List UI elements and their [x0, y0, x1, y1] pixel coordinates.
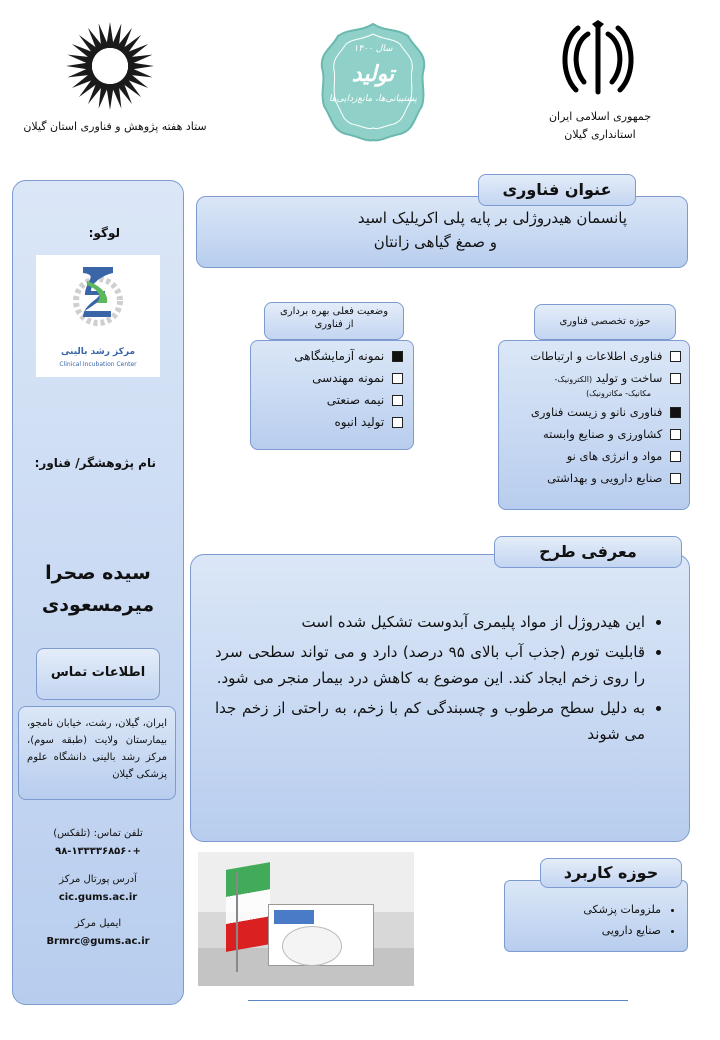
- application-title-tab: [540, 858, 682, 888]
- domain-list: [499, 341, 689, 493]
- tech-title-line1: پانسمان هیدروژلی بر پایه پلی اکریلیک اسید: [357, 209, 627, 227]
- tech-title-tab: [478, 174, 636, 206]
- status-label-line1: وضعیت فعلی بهره برداری: [279, 306, 389, 317]
- intro-bullet: • به دلیل سطح مرطوب و چسبندگی کم با زخم، به راحتی از زخم جدا می شوند: [215, 695, 645, 747]
- product-photo: [198, 852, 414, 986]
- domain-box: [498, 340, 690, 510]
- domain-item: فناوری اطلاعات و ارتباطات: [499, 349, 681, 371]
- application-list: [505, 901, 687, 939]
- domain-item: کشاورزی و صنایع وابسته: [499, 427, 681, 449]
- domain-checkbox-materials-energy[interactable]: [670, 451, 681, 462]
- application-item: • ملزومات پزشکی: [505, 901, 661, 918]
- status-label-box: [264, 302, 404, 340]
- portal-link[interactable]: cic.gums.ac.ir: [58, 892, 138, 903]
- iran-emblem: [558, 20, 638, 100]
- status-item: نمونه آزمایشگاهی: [251, 349, 403, 371]
- status-label-line2: از فناوری: [314, 319, 354, 330]
- contact-title: اطلاعات تماس: [50, 665, 146, 680]
- application-title: حوزه کاربرد: [563, 863, 659, 882]
- status-checkbox-mass-production[interactable]: [392, 417, 403, 428]
- phone-value: +۹۸-۱۳۳۳۳۶۸۵۶۰: [55, 846, 141, 857]
- address-box: [18, 706, 176, 800]
- domain-label: حوزه تخصصی فناوری: [559, 316, 651, 327]
- research-week-caption: ستاد هفته پژوهش و فناوری استان گیلان: [23, 120, 207, 133]
- status-checkbox-lab[interactable]: [392, 351, 403, 362]
- address-text: ایران، گیلان، رشت، خیابان نامجو، بیمارستان ولایت (طبقه سوم)، مرکز رشد بالینی دانشگاه علوم پزشکی گیلان: [27, 718, 167, 780]
- iran-caption-line1: جمهوری اسلامی ایران: [548, 110, 652, 123]
- domain-item: ساخت و تولید (الکترونیک-: [499, 371, 681, 389]
- research-week-logo: [62, 18, 158, 114]
- intro-box: [190, 554, 690, 842]
- portal-label: آدرس پورتال مرکز: [59, 874, 137, 885]
- email-link[interactable]: Brmrc@gums.ac.ir: [46, 936, 150, 947]
- domain-checkbox-agriculture[interactable]: [670, 429, 681, 440]
- domain-item-continuation: مکانیک- مکاترونیک): [586, 389, 651, 398]
- status-item: تولید انبوه: [251, 415, 403, 437]
- bottom-divider: [248, 1000, 628, 1001]
- seal-word: تولید: [351, 62, 395, 87]
- logo-label: لوگو:: [88, 226, 120, 240]
- status-item: نیمه صنعتی: [251, 393, 403, 415]
- contact-title-box: [36, 648, 160, 700]
- domain-checkbox-manufacturing[interactable]: [670, 373, 681, 384]
- status-item: نمونه مهندسی: [251, 371, 403, 393]
- domain-checkbox-nano-bio[interactable]: [670, 407, 681, 418]
- logo-text-sub: Clinical Incubation Center: [59, 361, 137, 368]
- status-checkbox-engineering[interactable]: [392, 373, 403, 384]
- researcher-name-line1: سیده صحرا: [45, 562, 151, 584]
- domain-checkbox-pharma[interactable]: [670, 473, 681, 484]
- domain-item: مواد و انرژی های نو: [499, 449, 681, 471]
- status-checkbox-semi-industrial[interactable]: [392, 395, 403, 406]
- application-item: • صنایع دارویی: [505, 922, 661, 939]
- intro-bullet: • قابلیت تورم (جذب آب بالای ۹۵ درصد) دارد و می تواند سطحی سرد را روی زخم ایجاد کند. این موضوع به کاهش درد بیمار منجر می شود.: [215, 639, 645, 691]
- tech-title-box: [196, 196, 688, 268]
- domain-item: صنایع دارویی و بهداشتی: [499, 471, 681, 493]
- phone-label: تلفن تماس: (تلفکس): [53, 828, 143, 839]
- logo-text-main: مرکز رشد بالینی: [60, 347, 136, 357]
- domain-checkbox-ict[interactable]: [670, 351, 681, 362]
- year-seal: [318, 22, 428, 142]
- seal-year: سال ۱۴۰۰: [353, 44, 393, 54]
- domain-label-box: [534, 304, 676, 340]
- incubator-logo: [36, 255, 160, 377]
- intro-title: معرفی طرح: [539, 542, 637, 561]
- researcher-name-line2: میرمسعودی: [41, 594, 155, 616]
- researcher-label: نام پژوهشگر/ فناور:: [34, 456, 156, 470]
- iran-caption-line2: استانداری گیلان: [564, 128, 636, 141]
- seal-line: پشتیبانی‌ها، مانع‌زدایی‌ها: [329, 94, 417, 104]
- status-box: [250, 340, 414, 450]
- intro-bullets: [191, 609, 689, 747]
- hydrogel-disc: [282, 926, 342, 966]
- flag-icon: [226, 862, 270, 952]
- tech-title-line2: و صمغ گیاهی زانتان: [373, 233, 497, 251]
- tech-title-label: عنوان فناوری: [502, 180, 612, 199]
- domain-item: فناوری نانو و زیست فناوری: [499, 405, 681, 427]
- intro-bullet: • این هیدروژل از مواد پلیمری آبدوست تشکیل شده است: [215, 609, 645, 635]
- email-label: ایمیل مرکز: [74, 918, 122, 929]
- status-list: [251, 341, 413, 437]
- intro-title-tab: [494, 536, 682, 568]
- application-box: [504, 880, 688, 952]
